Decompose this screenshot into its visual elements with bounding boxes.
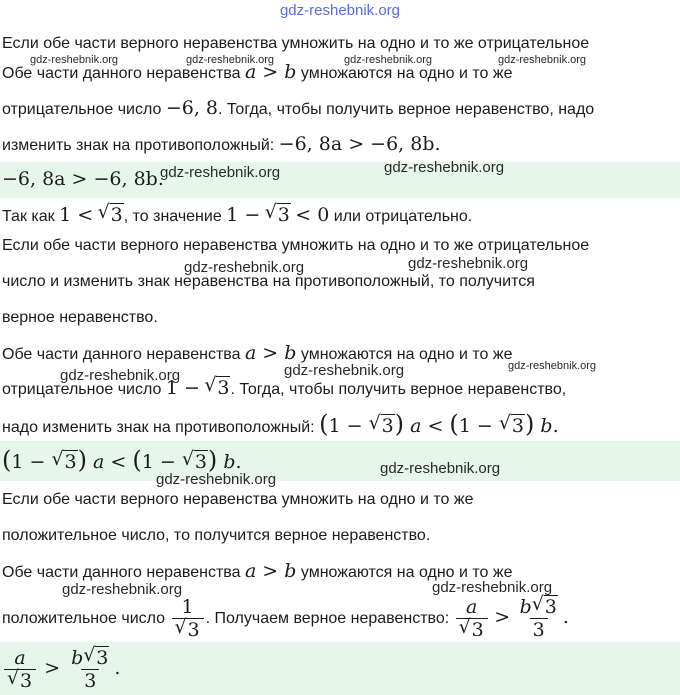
watermark: gdz-reshebnik.org <box>508 360 597 372</box>
watermark: gdz-reshebnik.org <box>498 54 587 66</box>
math-inequality: (1 − √ 3) a < (1 − √ 3) b. <box>319 410 559 438</box>
math-inequality: −6, 8a > −6, 8b. <box>278 133 441 155</box>
text-line: положительное число 1 √ 3 . Получаем верное неравенство: a √ 3 > b √ 3 3 . <box>2 593 569 642</box>
watermark: gdz-reshebnik.org <box>30 54 119 66</box>
text-line: надо изменить знак на противоположный: (1 − √ 3) a < (1 − √ 3) b. <box>2 410 559 438</box>
watermark: gdz-reshebnik.org <box>408 255 529 272</box>
watermark: gdz-reshebnik.org <box>432 579 553 596</box>
text-line: отрицательное число −6, 8. Тогда, чтобы получить верное неравенство, надо <box>2 97 595 119</box>
fraction: b √ 3 3 <box>519 593 557 642</box>
math-number: −6, 8 <box>165 97 219 119</box>
answer-2: (1 − √ 3) a < (1 − √ 3) b. <box>2 446 242 474</box>
text-line: Обе части данного неравенства a > b умножаются на одно и то же <box>2 560 513 582</box>
rule-text: верное неравенство. <box>2 309 158 326</box>
answer-1: −6, 8a > −6, 8b. <box>2 168 164 190</box>
sqrt-symbol: √ 3 <box>264 201 290 226</box>
watermark: gdz-reshebnik.org <box>344 54 433 66</box>
watermark: gdz-reshebnik.org <box>384 159 505 176</box>
watermark: gdz-reshebnik.org <box>160 164 281 181</box>
fraction: a √ 3 <box>456 596 488 641</box>
watermark: gdz-reshebnik.org <box>60 367 181 384</box>
sqrt-symbol: √ 3 <box>204 374 230 399</box>
text-line: Обе части данного неравенства a > b умножаются на одно и то же <box>2 61 513 83</box>
answer-3: a √ 3 > b √ 3 3 . <box>2 645 120 692</box>
text-line: отрицательное число 1 − √ 3. Тогда, чтобы получить верное неравенство, <box>2 374 567 399</box>
rule-text: Если обе части верного неравенства умножить на одно и то же отрицательное <box>2 35 590 52</box>
text-line: Так как 1 < √ 3, то значение 1 − √ 3 < 0 или отрицательно. <box>2 201 473 226</box>
sqrt-symbol: √ 3 <box>97 201 123 226</box>
rule-text: положительное число, то получится верное неравенство. <box>2 527 431 544</box>
text-line: Обе части данного неравенства a > b умножаются на одно и то же <box>2 342 513 364</box>
watermark: gdz-reshebnik.org <box>380 460 501 477</box>
watermark: gdz-reshebnik.org <box>156 471 277 488</box>
math-inequality: a > b <box>244 61 297 83</box>
rule-text: число и изменить знак неравенства на противоположный, то получится <box>2 273 535 290</box>
watermark: gdz-reshebnik.org <box>62 581 183 598</box>
fraction: 1 √ 3 <box>172 596 204 641</box>
watermark: gdz-reshebnik.org <box>186 54 275 66</box>
watermark: gdz-reshebnik.org <box>184 259 305 276</box>
site-header[interactable]: gdz-reshebnik.org <box>279 2 401 19</box>
watermark: gdz-reshebnik.org <box>284 362 405 379</box>
text-line: изменить знак на противоположный: −6, 8a > −6, 8b. <box>2 133 441 155</box>
rule-text: Если обе части верного неравенства умножить на одно и то же <box>2 491 474 508</box>
rule-text: Если обе части верного неравенства умножить на одно и то же отрицательное <box>2 237 590 254</box>
